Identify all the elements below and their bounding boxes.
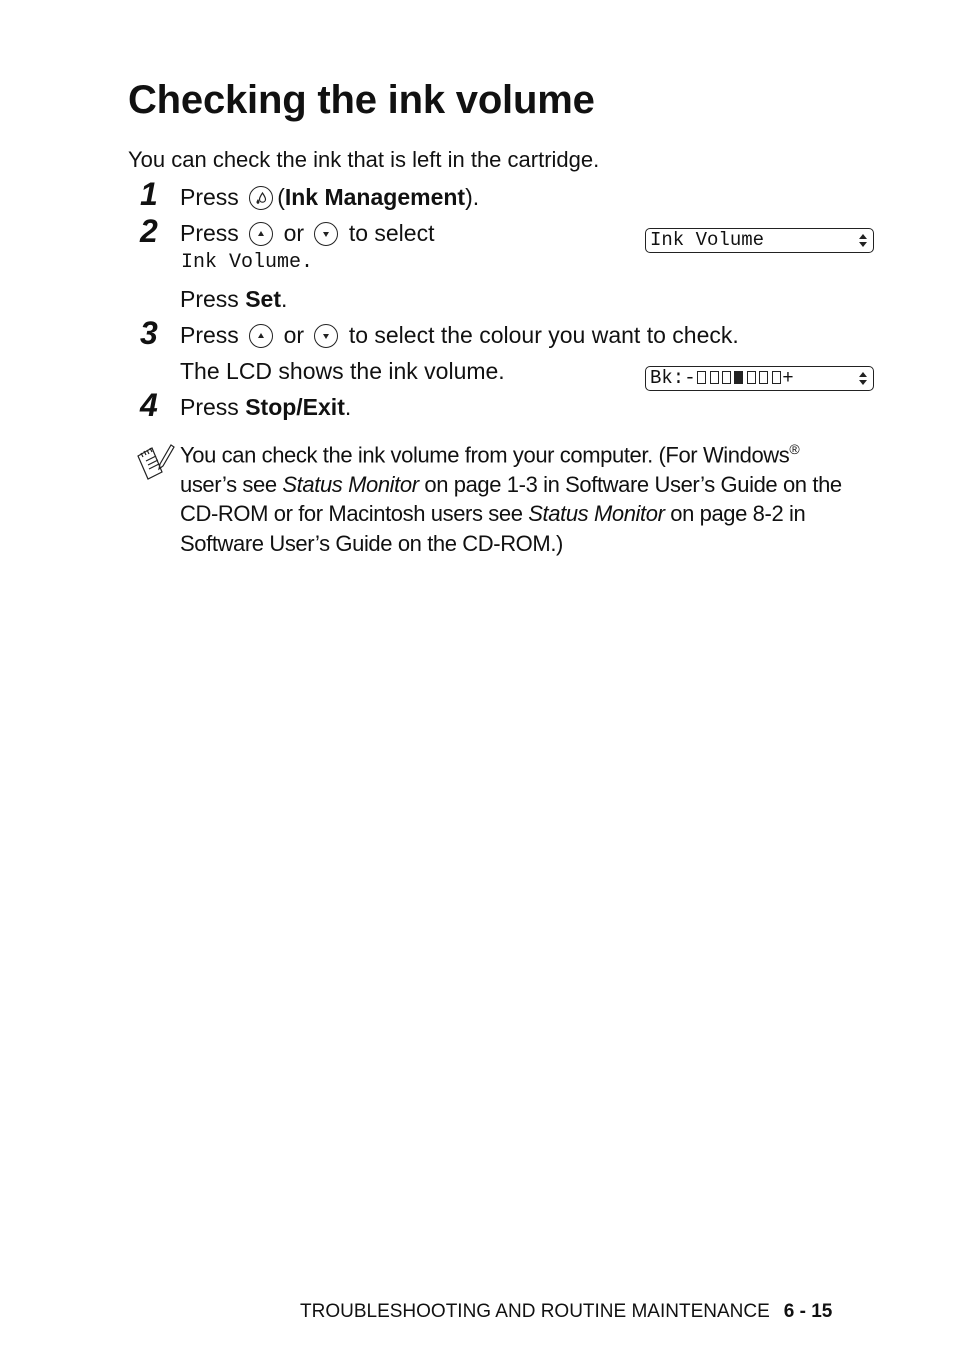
up-arrow-icon	[250, 223, 272, 245]
lcd-plus: +	[782, 367, 794, 389]
page-title: Checking the ink volume	[128, 78, 595, 122]
lcd-color-label: Bk:-	[650, 367, 696, 389]
status-monitor-ref-1: Status Monitor	[282, 471, 419, 497]
footer-section: TROUBLESHOOTING AND ROUTINE MAINTENANCE	[300, 1301, 770, 1322]
ink-drop-icon	[250, 187, 272, 209]
lcd-level-line	[650, 369, 794, 388]
intro-text: You can check the ink that is left in the cartridge.	[128, 147, 600, 172]
up-down-arrows-icon	[859, 372, 867, 385]
step-1-text	[180, 186, 479, 210]
lcd-shows-text: The LCD shows the ink volume.	[180, 358, 505, 384]
or-word: or	[283, 220, 305, 246]
ink-management-label: Ink Management	[284, 184, 466, 210]
ink-level-block-filled	[734, 371, 743, 384]
step-2-text	[180, 222, 434, 246]
up-down-arrows-icon	[859, 234, 867, 247]
period: .	[280, 286, 288, 312]
step-number-2: 2	[140, 213, 158, 249]
step-number-3: 3	[140, 315, 158, 351]
ink-level-block-empty	[747, 371, 756, 384]
step-4-text	[180, 396, 351, 419]
press-word: Press	[180, 220, 239, 246]
select-colour-text: to select the colour you want to check.	[348, 322, 739, 348]
ink-level-block-empty	[722, 371, 731, 384]
open-paren: (	[277, 184, 285, 210]
to-select-text: to select	[348, 220, 435, 246]
note-part-2: user’s see	[180, 471, 283, 497]
press-word: Press	[180, 394, 239, 420]
ink-level-block-empty	[710, 371, 719, 384]
step-3-text	[180, 324, 739, 348]
note-text	[180, 435, 880, 558]
lcd-display-ink-volume	[645, 228, 874, 253]
ink-level-bar	[696, 367, 783, 389]
step-number-4: 4	[140, 387, 158, 423]
page-footer	[300, 1301, 832, 1323]
note-part-1: You can check the ink volume from your computer. (For Windows	[180, 442, 790, 468]
up-button	[249, 324, 273, 348]
lcd-display-bk-level	[645, 366, 874, 391]
menu-value-line	[181, 253, 313, 273]
step-number-1: 1	[140, 176, 158, 212]
note-part-3: on page 1-3 in Software User’s Guide on the CD-ROM or for Macintosh users see	[180, 471, 842, 527]
set-label: Set	[245, 286, 281, 312]
note-part-4: on page 8-2 in Software User’s Guide on the CD-ROM.)	[180, 501, 806, 556]
ink-level-block-empty	[759, 371, 768, 384]
or-word: or	[283, 322, 305, 348]
ink-level-block-empty	[697, 371, 706, 384]
down-button	[314, 324, 338, 348]
down-button	[314, 222, 338, 246]
ink-management-button	[249, 186, 273, 210]
stop-exit-label: Stop/Exit	[245, 394, 345, 420]
up-arrow-icon	[250, 325, 272, 347]
down-arrow-icon	[315, 325, 337, 347]
press-word: Press	[180, 184, 239, 210]
close-paren: ).	[465, 184, 480, 210]
press-word: Press	[180, 322, 239, 348]
menu-value: Ink Volume	[181, 251, 302, 274]
status-monitor-ref-2: Status Monitor	[528, 501, 665, 527]
up-button	[249, 222, 273, 246]
page-number: 6 - 15	[783, 1301, 833, 1322]
down-arrow-icon	[315, 223, 337, 245]
ink-level-block-empty	[772, 371, 781, 384]
lcd-text: Ink Volume	[650, 229, 765, 251]
note-pad-icon	[134, 442, 176, 480]
period: .	[301, 251, 314, 274]
period: .	[344, 394, 352, 420]
press-set-line	[180, 288, 287, 311]
registered-mark: ®	[789, 441, 800, 457]
press-word: Press	[180, 286, 239, 312]
